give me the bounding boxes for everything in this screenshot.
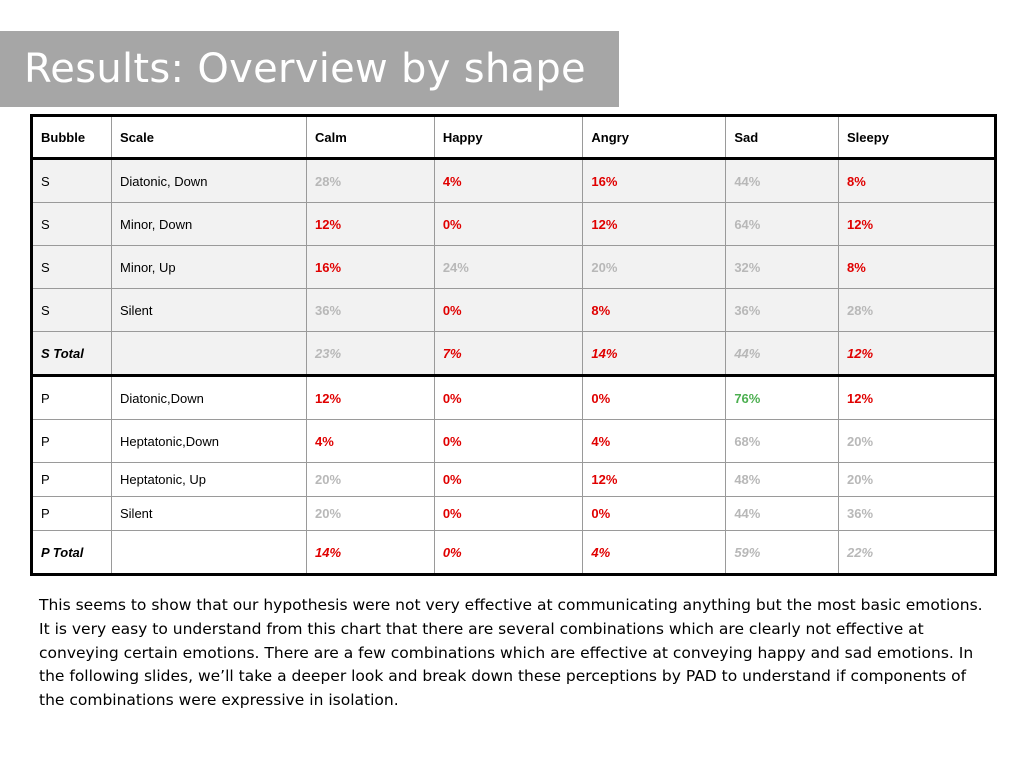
cell-angry: 4% — [583, 420, 726, 463]
table-row — [32, 203, 996, 246]
cell-bubble: P Total — [32, 531, 112, 575]
header-calm: Calm — [307, 116, 435, 159]
cell-happy: 4% — [434, 159, 583, 203]
cell-scale: Heptatonic,Down — [112, 420, 307, 463]
cell-scale: Minor, Down — [112, 203, 307, 246]
cell-sleepy: 22% — [839, 531, 996, 575]
cell-scale — [112, 332, 307, 376]
cell-calm: 20% — [307, 463, 435, 497]
cell-happy: 0% — [434, 497, 583, 531]
cell-sleepy: 12% — [839, 332, 996, 376]
cell-bubble: P — [32, 420, 112, 463]
cell-sad: 32% — [726, 246, 839, 289]
cell-scale — [112, 531, 307, 575]
cell-sad: 48% — [726, 463, 839, 497]
cell-sleepy: 12% — [839, 376, 996, 420]
cell-sad: 44% — [726, 497, 839, 531]
cell-sleepy: 20% — [839, 420, 996, 463]
cell-bubble: S — [32, 289, 112, 332]
table-row-s-total — [32, 332, 996, 376]
cell-calm: 16% — [307, 246, 435, 289]
slide-title: Results: Overview by shape — [24, 46, 586, 92]
header-sad: Sad — [726, 116, 839, 159]
cell-angry: 20% — [583, 246, 726, 289]
cell-bubble: P — [32, 497, 112, 531]
cell-bubble: S — [32, 246, 112, 289]
cell-happy: 24% — [434, 246, 583, 289]
cell-sleepy: 36% — [839, 497, 996, 531]
header-happy: Happy — [434, 116, 583, 159]
header-scale: Scale — [112, 116, 307, 159]
table-row — [32, 420, 996, 463]
cell-sad: 44% — [726, 159, 839, 203]
table-row — [32, 246, 996, 289]
cell-sad: 44% — [726, 332, 839, 376]
table-row — [32, 463, 996, 497]
cell-sad: 36% — [726, 289, 839, 332]
header-bubble: Bubble — [32, 116, 112, 159]
cell-bubble: S — [32, 159, 112, 203]
cell-sad: 59% — [726, 531, 839, 575]
cell-happy: 0% — [434, 531, 583, 575]
cell-sad: 68% — [726, 420, 839, 463]
cell-calm: 28% — [307, 159, 435, 203]
cell-bubble: S — [32, 203, 112, 246]
cell-scale: Silent — [112, 289, 307, 332]
cell-happy: 0% — [434, 203, 583, 246]
cell-angry: 12% — [583, 463, 726, 497]
cell-happy: 0% — [434, 463, 583, 497]
cell-bubble: P — [32, 376, 112, 420]
cell-happy: 0% — [434, 420, 583, 463]
header-sleepy: Sleepy — [839, 116, 996, 159]
cell-angry: 14% — [583, 332, 726, 376]
cell-scale: Minor, Up — [112, 246, 307, 289]
cell-angry: 16% — [583, 159, 726, 203]
cell-calm: 4% — [307, 420, 435, 463]
cell-calm: 23% — [307, 332, 435, 376]
cell-sad: 76% — [726, 376, 839, 420]
cell-angry: 4% — [583, 531, 726, 575]
slide-body-text: This seems to show that our hypothesis were not very effective at communicating anything but the most basic emotions. It is very easy to understand from this chart that there are several combinations which are clearly not effective at conveying certain emotions. There are a few combinations which are effective at conveying happy and sad emotions. In the following slides, we’ll take a deeper look and break down these perceptions by PAD to understand if components of the combinations were expressive in isolation. — [39, 596, 983, 710]
cell-sleepy: 20% — [839, 463, 996, 497]
cell-calm: 36% — [307, 289, 435, 332]
cell-calm: 12% — [307, 376, 435, 420]
title-bar — [0, 31, 619, 107]
table-row — [32, 159, 996, 203]
cell-angry: 0% — [583, 376, 726, 420]
cell-angry: 12% — [583, 203, 726, 246]
cell-sleepy: 28% — [839, 289, 996, 332]
cell-bubble: P — [32, 463, 112, 497]
cell-sleepy: 8% — [839, 159, 996, 203]
table-row — [32, 289, 996, 332]
cell-calm: 20% — [307, 497, 435, 531]
cell-happy: 0% — [434, 289, 583, 332]
table-row — [32, 376, 996, 420]
cell-sad: 64% — [726, 203, 839, 246]
cell-happy: 0% — [434, 376, 583, 420]
cell-scale: Diatonic, Down — [112, 159, 307, 203]
cell-angry: 8% — [583, 289, 726, 332]
table-header-row — [32, 116, 996, 159]
results-table — [30, 114, 997, 576]
header-angry: Angry — [583, 116, 726, 159]
cell-scale: Diatonic,Down — [112, 376, 307, 420]
cell-scale: Heptatonic, Up — [112, 463, 307, 497]
table-row-p-total — [32, 531, 996, 575]
cell-calm: 14% — [307, 531, 435, 575]
table-row — [32, 497, 996, 531]
cell-scale: Silent — [112, 497, 307, 531]
cell-bubble: S Total — [32, 332, 112, 376]
cell-angry: 0% — [583, 497, 726, 531]
cell-calm: 12% — [307, 203, 435, 246]
cell-sleepy: 8% — [839, 246, 996, 289]
cell-sleepy: 12% — [839, 203, 996, 246]
cell-happy: 7% — [434, 332, 583, 376]
